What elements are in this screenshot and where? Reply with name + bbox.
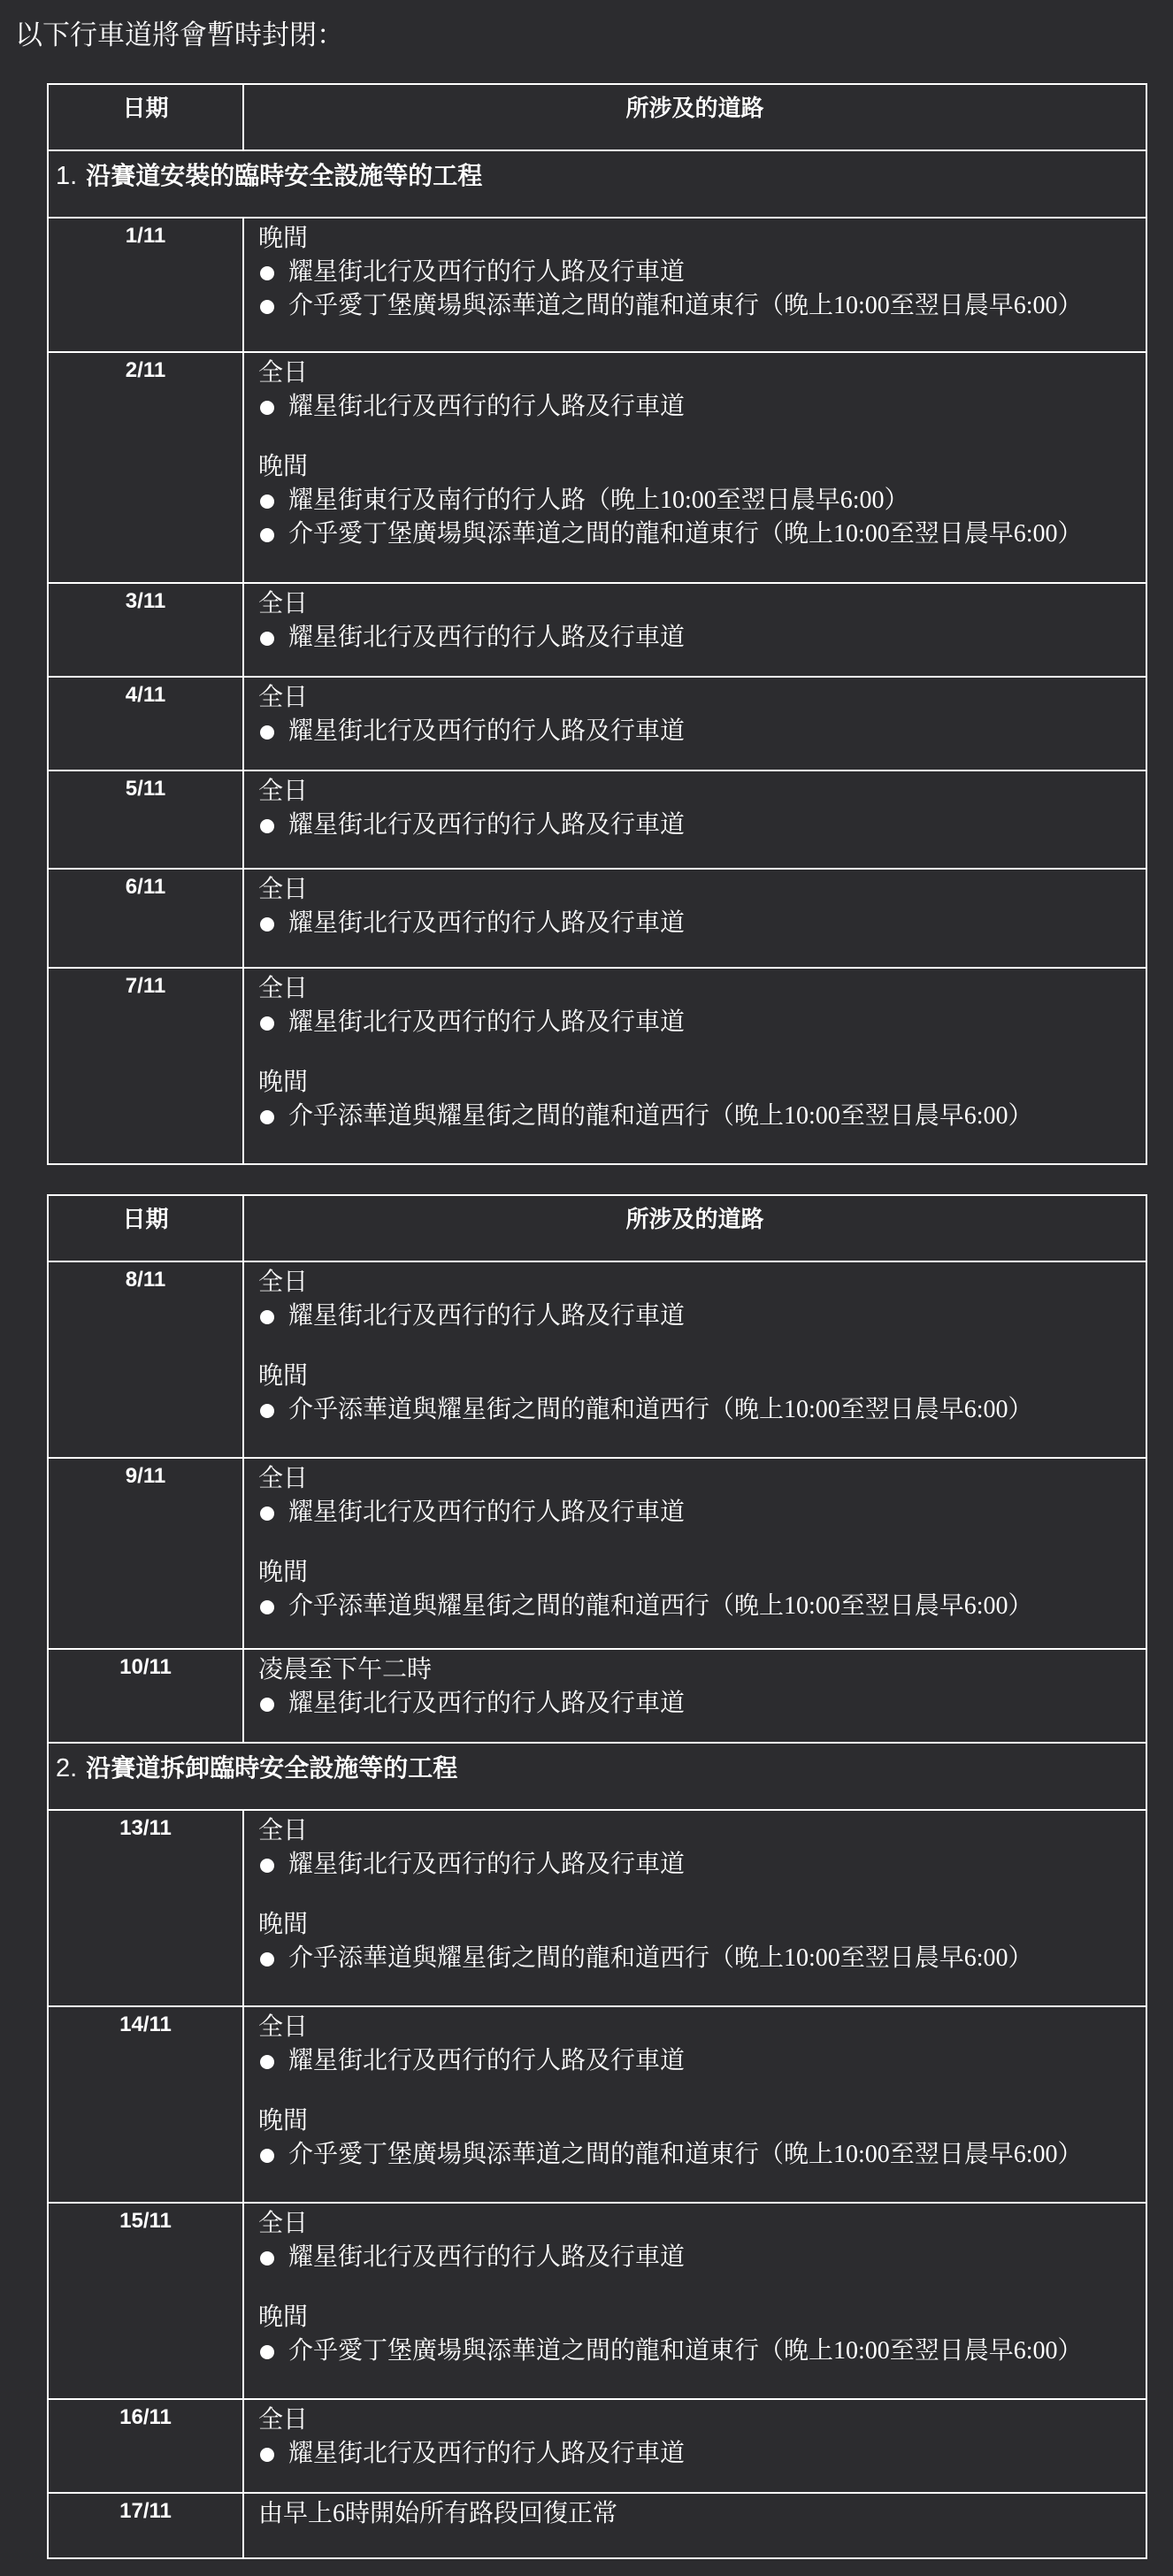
closure-period-block [258, 450, 1131, 551]
closure-period-block [258, 2404, 1131, 2471]
road-list [258, 390, 1131, 424]
road-list [258, 2138, 1131, 2172]
roads-cell [243, 869, 1146, 968]
date-column-header: 日期 [48, 1195, 243, 1261]
closure-period-block [258, 1066, 1131, 1133]
period-label: 全日 [258, 1269, 309, 1296]
period-label: 全日 [258, 684, 309, 711]
section-title: 沿賽道安裝的臨時安全設施等的工程 [86, 163, 483, 190]
list-item: 耀星街東行及南行的行人路（晚上10:00至翌日晨早6:00） [258, 484, 1131, 518]
period-label: 晚間 [258, 1559, 309, 1586]
table-row [48, 968, 1146, 1164]
table-row [48, 2203, 1146, 2399]
roads-cell [243, 2203, 1146, 2399]
closure-period-block [258, 2104, 1131, 2172]
date-cell: 16/11 [48, 2399, 243, 2493]
road-list [258, 1590, 1131, 1623]
roads-cell [243, 677, 1146, 770]
list-item: 耀星街北行及西行的行人路及行車道 [258, 715, 1131, 748]
list-item: 耀星街北行及西行的行人路及行車道 [258, 1848, 1131, 1882]
date-cell: 5/11 [48, 770, 243, 869]
date-cell: 3/11 [48, 583, 243, 677]
closure-period-block [258, 587, 1131, 655]
date-cell: 15/11 [48, 2203, 243, 2399]
table-row [48, 352, 1146, 583]
closure-period-block [258, 222, 1131, 323]
period-label: 全日 [258, 2406, 309, 2434]
roads-cell [243, 352, 1146, 583]
list-item: 耀星街北行及西行的行人路及行車道 [258, 2241, 1131, 2274]
table-row [48, 2493, 1146, 2558]
period-label: 晚間 [258, 2107, 309, 2135]
table-row [48, 1458, 1146, 1649]
section-heading [48, 150, 1146, 218]
period-label: 晚間 [258, 1362, 309, 1390]
road-list [258, 2437, 1131, 2471]
section-heading-row [48, 150, 1146, 218]
date-cell: 9/11 [48, 1458, 243, 1649]
period-label: 全日 [258, 975, 309, 1002]
list-item: 耀星街北行及西行的行人路及行車道 [258, 1496, 1131, 1530]
period-label: 全日 [258, 590, 309, 617]
roads-cell [243, 968, 1146, 1164]
road-list [258, 1687, 1131, 1721]
roads-cell [243, 218, 1146, 352]
list-item: 介乎添華道與耀星街之間的龍和道西行（晚上10:00至翌日晨早6:00） [258, 1100, 1131, 1133]
roads-column-header: 所涉及的道路 [243, 84, 1146, 150]
list-item: 介乎添華道與耀星街之間的龍和道西行（晚上10:00至翌日晨早6:00） [258, 1590, 1131, 1623]
road-list [258, 1496, 1131, 1530]
closure-table-2 [47, 1194, 1147, 2559]
road-list [258, 1848, 1131, 1882]
road-list [258, 2241, 1131, 2274]
roads-cell [243, 583, 1146, 677]
closure-table-1 [47, 83, 1147, 1165]
closure-period-block [258, 681, 1131, 748]
roads-cell [243, 1810, 1146, 2006]
section-heading [48, 1743, 1146, 1810]
period-label: 全日 [258, 1465, 309, 1492]
period-label: 全日 [258, 2210, 309, 2237]
roads-cell [243, 1649, 1146, 1743]
date-cell: 8/11 [48, 1261, 243, 1458]
closure-period-block [258, 1360, 1131, 1427]
list-item: 介乎添華道與耀星街之間的龍和道西行（晚上10:00至翌日晨早6:00） [258, 1942, 1131, 1975]
road-list [258, 1393, 1131, 1427]
roads-cell [243, 770, 1146, 869]
closure-period-block [258, 873, 1131, 940]
table-row [48, 218, 1146, 352]
road-list [258, 1006, 1131, 1039]
road-list [258, 621, 1131, 655]
road-list [258, 809, 1131, 842]
list-item: 耀星街北行及西行的行人路及行車道 [258, 1300, 1131, 1333]
period-label: 晚間 [258, 1911, 309, 1938]
date-cell: 14/11 [48, 2006, 243, 2203]
closure-period-block [258, 1908, 1131, 1975]
date-column-header: 日期 [48, 84, 243, 150]
roads-cell [243, 1458, 1146, 1649]
road-list [258, 715, 1131, 748]
table-row [48, 677, 1146, 770]
section-number: 1. [56, 162, 78, 190]
period-label: 晚間 [258, 453, 309, 480]
closure-period-block [258, 1814, 1131, 1882]
period-label: 由早上6時開始所有路段回復正常 [258, 2500, 618, 2527]
road-list [258, 2334, 1131, 2368]
closure-period-block [258, 1462, 1131, 1530]
roads-cell [243, 2006, 1146, 2203]
roads-cell [243, 1261, 1146, 1458]
list-item: 介乎愛丁堡廣場與添華道之間的龍和道東行（晚上10:00至翌日晨早6:00） [258, 518, 1131, 551]
list-item: 介乎愛丁堡廣場與添華道之間的龍和道東行（晚上10:00至翌日晨早6:00） [258, 2138, 1131, 2172]
road-list [258, 907, 1131, 940]
date-cell: 6/11 [48, 869, 243, 968]
table-header-row [48, 1195, 1146, 1261]
table-row [48, 770, 1146, 869]
section-title: 沿賽道拆卸臨時安全設施等的工程 [86, 1755, 458, 1782]
date-cell: 13/11 [48, 1810, 243, 2006]
roads-column-header: 所涉及的道路 [243, 1195, 1146, 1261]
road-list [258, 1100, 1131, 1133]
closure-period-block [258, 1266, 1131, 1333]
date-cell: 4/11 [48, 677, 243, 770]
table-row [48, 583, 1146, 677]
intro-text: 以下行車道將會暫時封閉： [15, 19, 344, 50]
date-cell: 7/11 [48, 968, 243, 1164]
date-cell: 17/11 [48, 2493, 243, 2558]
closure-period-block [258, 2497, 1131, 2531]
closure-period-block [258, 1653, 1131, 1721]
list-item: 耀星街北行及西行的行人路及行車道 [258, 256, 1131, 289]
roads-cell [243, 2399, 1146, 2493]
list-item: 耀星街北行及西行的行人路及行車道 [258, 1687, 1131, 1721]
date-cell: 1/11 [48, 218, 243, 352]
road-list [258, 256, 1131, 323]
list-item: 介乎愛丁堡廣場與添華道之間的龍和道東行（晚上10:00至翌日晨早6:00） [258, 289, 1131, 323]
closure-period-block [258, 356, 1131, 424]
list-item: 介乎愛丁堡廣場與添華道之間的龍和道東行（晚上10:00至翌日晨早6:00） [258, 2334, 1131, 2368]
table-row [48, 1261, 1146, 1458]
table-row [48, 1810, 1146, 2006]
road-list [258, 1300, 1131, 1333]
period-label: 全日 [258, 876, 309, 903]
closure-period-block [258, 775, 1131, 842]
period-label: 全日 [258, 359, 309, 387]
closure-period-block [258, 1556, 1131, 1623]
road-list [258, 484, 1131, 551]
list-item: 耀星街北行及西行的行人路及行車道 [258, 907, 1131, 940]
closure-period-block [258, 2011, 1131, 2078]
list-item: 耀星街北行及西行的行人路及行車道 [258, 621, 1131, 655]
road-list [258, 2044, 1131, 2078]
list-item: 耀星街北行及西行的行人路及行車道 [258, 809, 1131, 842]
section-heading-row [48, 1743, 1146, 1810]
list-item: 耀星街北行及西行的行人路及行車道 [258, 390, 1131, 424]
closure-period-block [258, 2207, 1131, 2274]
period-label: 全日 [258, 778, 309, 805]
list-item: 介乎添華道與耀星街之間的龍和道西行（晚上10:00至翌日晨早6:00） [258, 1393, 1131, 1427]
period-label: 全日 [258, 1817, 309, 1844]
period-label: 晚間 [258, 225, 309, 252]
period-label: 全日 [258, 2013, 309, 2041]
list-item: 耀星街北行及西行的行人路及行車道 [258, 2437, 1131, 2471]
roads-cell [243, 2493, 1146, 2558]
list-item: 耀星街北行及西行的行人路及行車道 [258, 2044, 1131, 2078]
period-label: 晚間 [258, 2304, 309, 2331]
date-cell: 2/11 [48, 352, 243, 583]
table-row [48, 2006, 1146, 2203]
table-header-row [48, 84, 1146, 150]
date-cell: 10/11 [48, 1649, 243, 1743]
section-number: 2. [56, 1754, 78, 1782]
list-item: 耀星街北行及西行的行人路及行車道 [258, 1006, 1131, 1039]
period-label: 凌晨至下午二時 [258, 1656, 433, 1683]
road-list [258, 1942, 1131, 1975]
closure-period-block [258, 2301, 1131, 2368]
table-row [48, 869, 1146, 968]
table-row [48, 2399, 1146, 2493]
closure-period-block [258, 972, 1131, 1039]
period-label: 晚間 [258, 1069, 309, 1096]
table-row [48, 1649, 1146, 1743]
